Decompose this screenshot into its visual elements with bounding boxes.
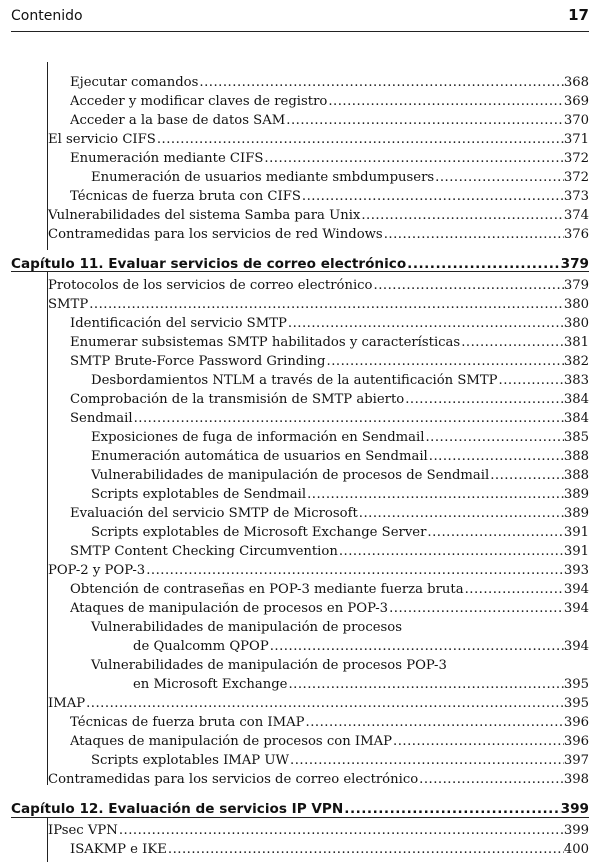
toc-entry: Acceder a la base de datos SAM ..... 370 xyxy=(70,113,589,128)
toc-entry: Acceder y modificar claves de registro ..... 369 xyxy=(70,94,589,109)
toc-entry: ISAKMP e IKE ..... 400 xyxy=(70,842,589,857)
chapter-divider xyxy=(11,817,589,818)
toc-entry: Ataques de manipulación de procesos en POP-3 ..... 394 xyxy=(70,601,589,616)
toc-entry: SMTP Content Checking Circumvention ..... 391 xyxy=(70,544,589,559)
toc-entry: Evaluación del servicio SMTP de Microsoft ..... 389 xyxy=(70,506,589,521)
toc-entry: Vulnerabilidades del sistema Samba para Unix ..... 374 xyxy=(48,208,589,223)
header-page-number: 17 xyxy=(568,6,589,24)
toc-entry: POP-2 y POP-3 ..... 393 xyxy=(48,563,589,578)
toc-entry-continued: Vulnerabilidades de manipulación de procesos POP-3 xyxy=(91,658,447,673)
toc-entry-continued: Vulnerabilidades de manipulación de procesos xyxy=(91,620,403,635)
toc-entry: SMTP Brute-Force Password Grinding ..... 382 xyxy=(70,354,589,369)
toc-entry: Scripts explotables de Microsoft Exchange Server ..... 391 xyxy=(91,525,589,540)
toc-entry: SMTP ..... 380 xyxy=(48,297,589,312)
toc-entry: Enumeración de usuarios mediante smbdumpusers ..... 372 xyxy=(91,170,589,185)
toc-entry: Protocolos de los servicios de correo electrónico ..... 379 xyxy=(48,278,589,293)
toc-entry: Ataques de manipulación de procesos con IMAP ..... 396 xyxy=(70,734,589,749)
header-section-title: Contenido xyxy=(11,8,83,24)
toc-entry: Exposiciones de fuga de información en Sendmail ..... 385 xyxy=(91,430,589,445)
toc-entry: IMAP ..... 395 xyxy=(48,696,589,711)
toc-entry: de Qualcomm QPOP ..... 394 xyxy=(133,639,589,654)
toc-entry: en Microsoft Exchange ..... 395 xyxy=(133,677,589,692)
toc-entry: Scripts explotables de Sendmail ..... 389 xyxy=(91,487,589,502)
toc-entry: Enumerar subsistemas SMTP habilitados y características ..... 381 xyxy=(70,335,589,350)
toc-entry: Contramedidas para los servicios de red Windows ..... 376 xyxy=(48,227,589,242)
toc-entry: Comprobación de la transmisión de SMTP abierto ..... 384 xyxy=(70,392,589,407)
toc-entry: Identificación del servicio SMTP ..... 380 xyxy=(70,316,589,331)
running-header xyxy=(11,0,589,32)
toc-entry: Sendmail ..... 384 xyxy=(70,411,589,426)
toc-entry: Contramedidas para los servicios de correo electrónico ..... 398 xyxy=(48,772,589,787)
toc-entry: Scripts explotables IMAP UW ..... 397 xyxy=(91,753,589,768)
toc-chapter-heading: Capítulo 12. Evaluación de servicios IP VPN ..... 399 xyxy=(11,801,589,817)
toc-entry: Desbordamientos NTLM a través de la autentificación SMTP ..... 383 xyxy=(91,373,589,388)
toc-entry: Ejecutar comandos ..... 368 xyxy=(70,75,589,90)
toc-chapter-heading: Capítulo 11. Evaluar servicios de correo electrónico ..... 379 xyxy=(11,256,589,272)
toc-entry: El servicio CIFS ..... 371 xyxy=(48,132,589,147)
toc-entry: IPsec VPN ..... 399 xyxy=(48,823,589,838)
toc-entry: Enumeración automática de usuarios en Sendmail ..... 388 xyxy=(91,449,589,464)
toc-entry: Enumeración mediante CIFS ..... 372 xyxy=(70,151,589,166)
toc-entry: Vulnerabilidades de manipulación de procesos de Sendmail ..... 388 xyxy=(91,468,589,483)
toc-entry: Obtención de contraseñas en POP-3 mediante fuerza bruta ..... 394 xyxy=(70,582,589,597)
toc-entry: Técnicas de fuerza bruta con CIFS ..... 373 xyxy=(70,189,589,204)
toc-entry: Técnicas de fuerza bruta con IMAP ..... 396 xyxy=(70,715,589,730)
